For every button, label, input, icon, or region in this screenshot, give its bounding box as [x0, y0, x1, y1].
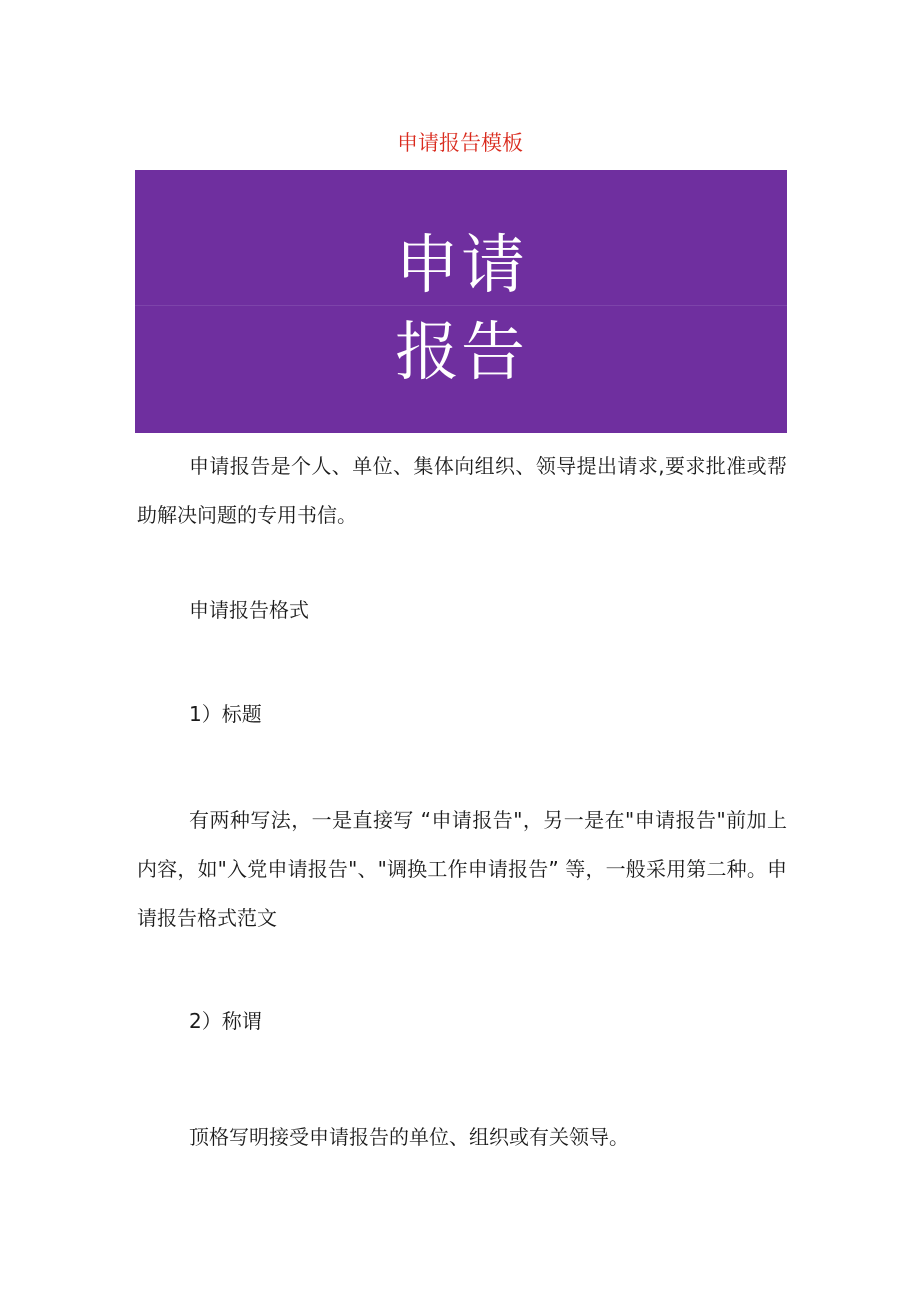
title-description-paragraph: 有两种写法，一是直接写 “申请报告"，另一是在"申请报告"前加上内容，如"入党申请报告"、"调换工作申请报告” 等，一般采用第二种。申请报告格式范文 — [137, 808, 787, 930]
section-title-heading: 1）标题 — [189, 702, 262, 726]
intro-paragraph: 申请报告是个人、单位、集体向组织、领导提出请求,要求批准或帮助解决问题的专用书信。 — [137, 454, 787, 527]
title-banner — [135, 170, 787, 433]
document-title: 申请报告模板 — [397, 131, 523, 155]
section-salutation-heading: 2）称谓 — [189, 1009, 262, 1033]
format-heading: 申请报告格式 — [189, 598, 309, 622]
banner-line-2: 报告 — [395, 316, 527, 390]
banner-line-1: 申请 — [395, 229, 527, 303]
salutation-description-paragraph: 顶格写明接受申请报告的单位、组织或有关领导。 — [189, 1125, 629, 1149]
